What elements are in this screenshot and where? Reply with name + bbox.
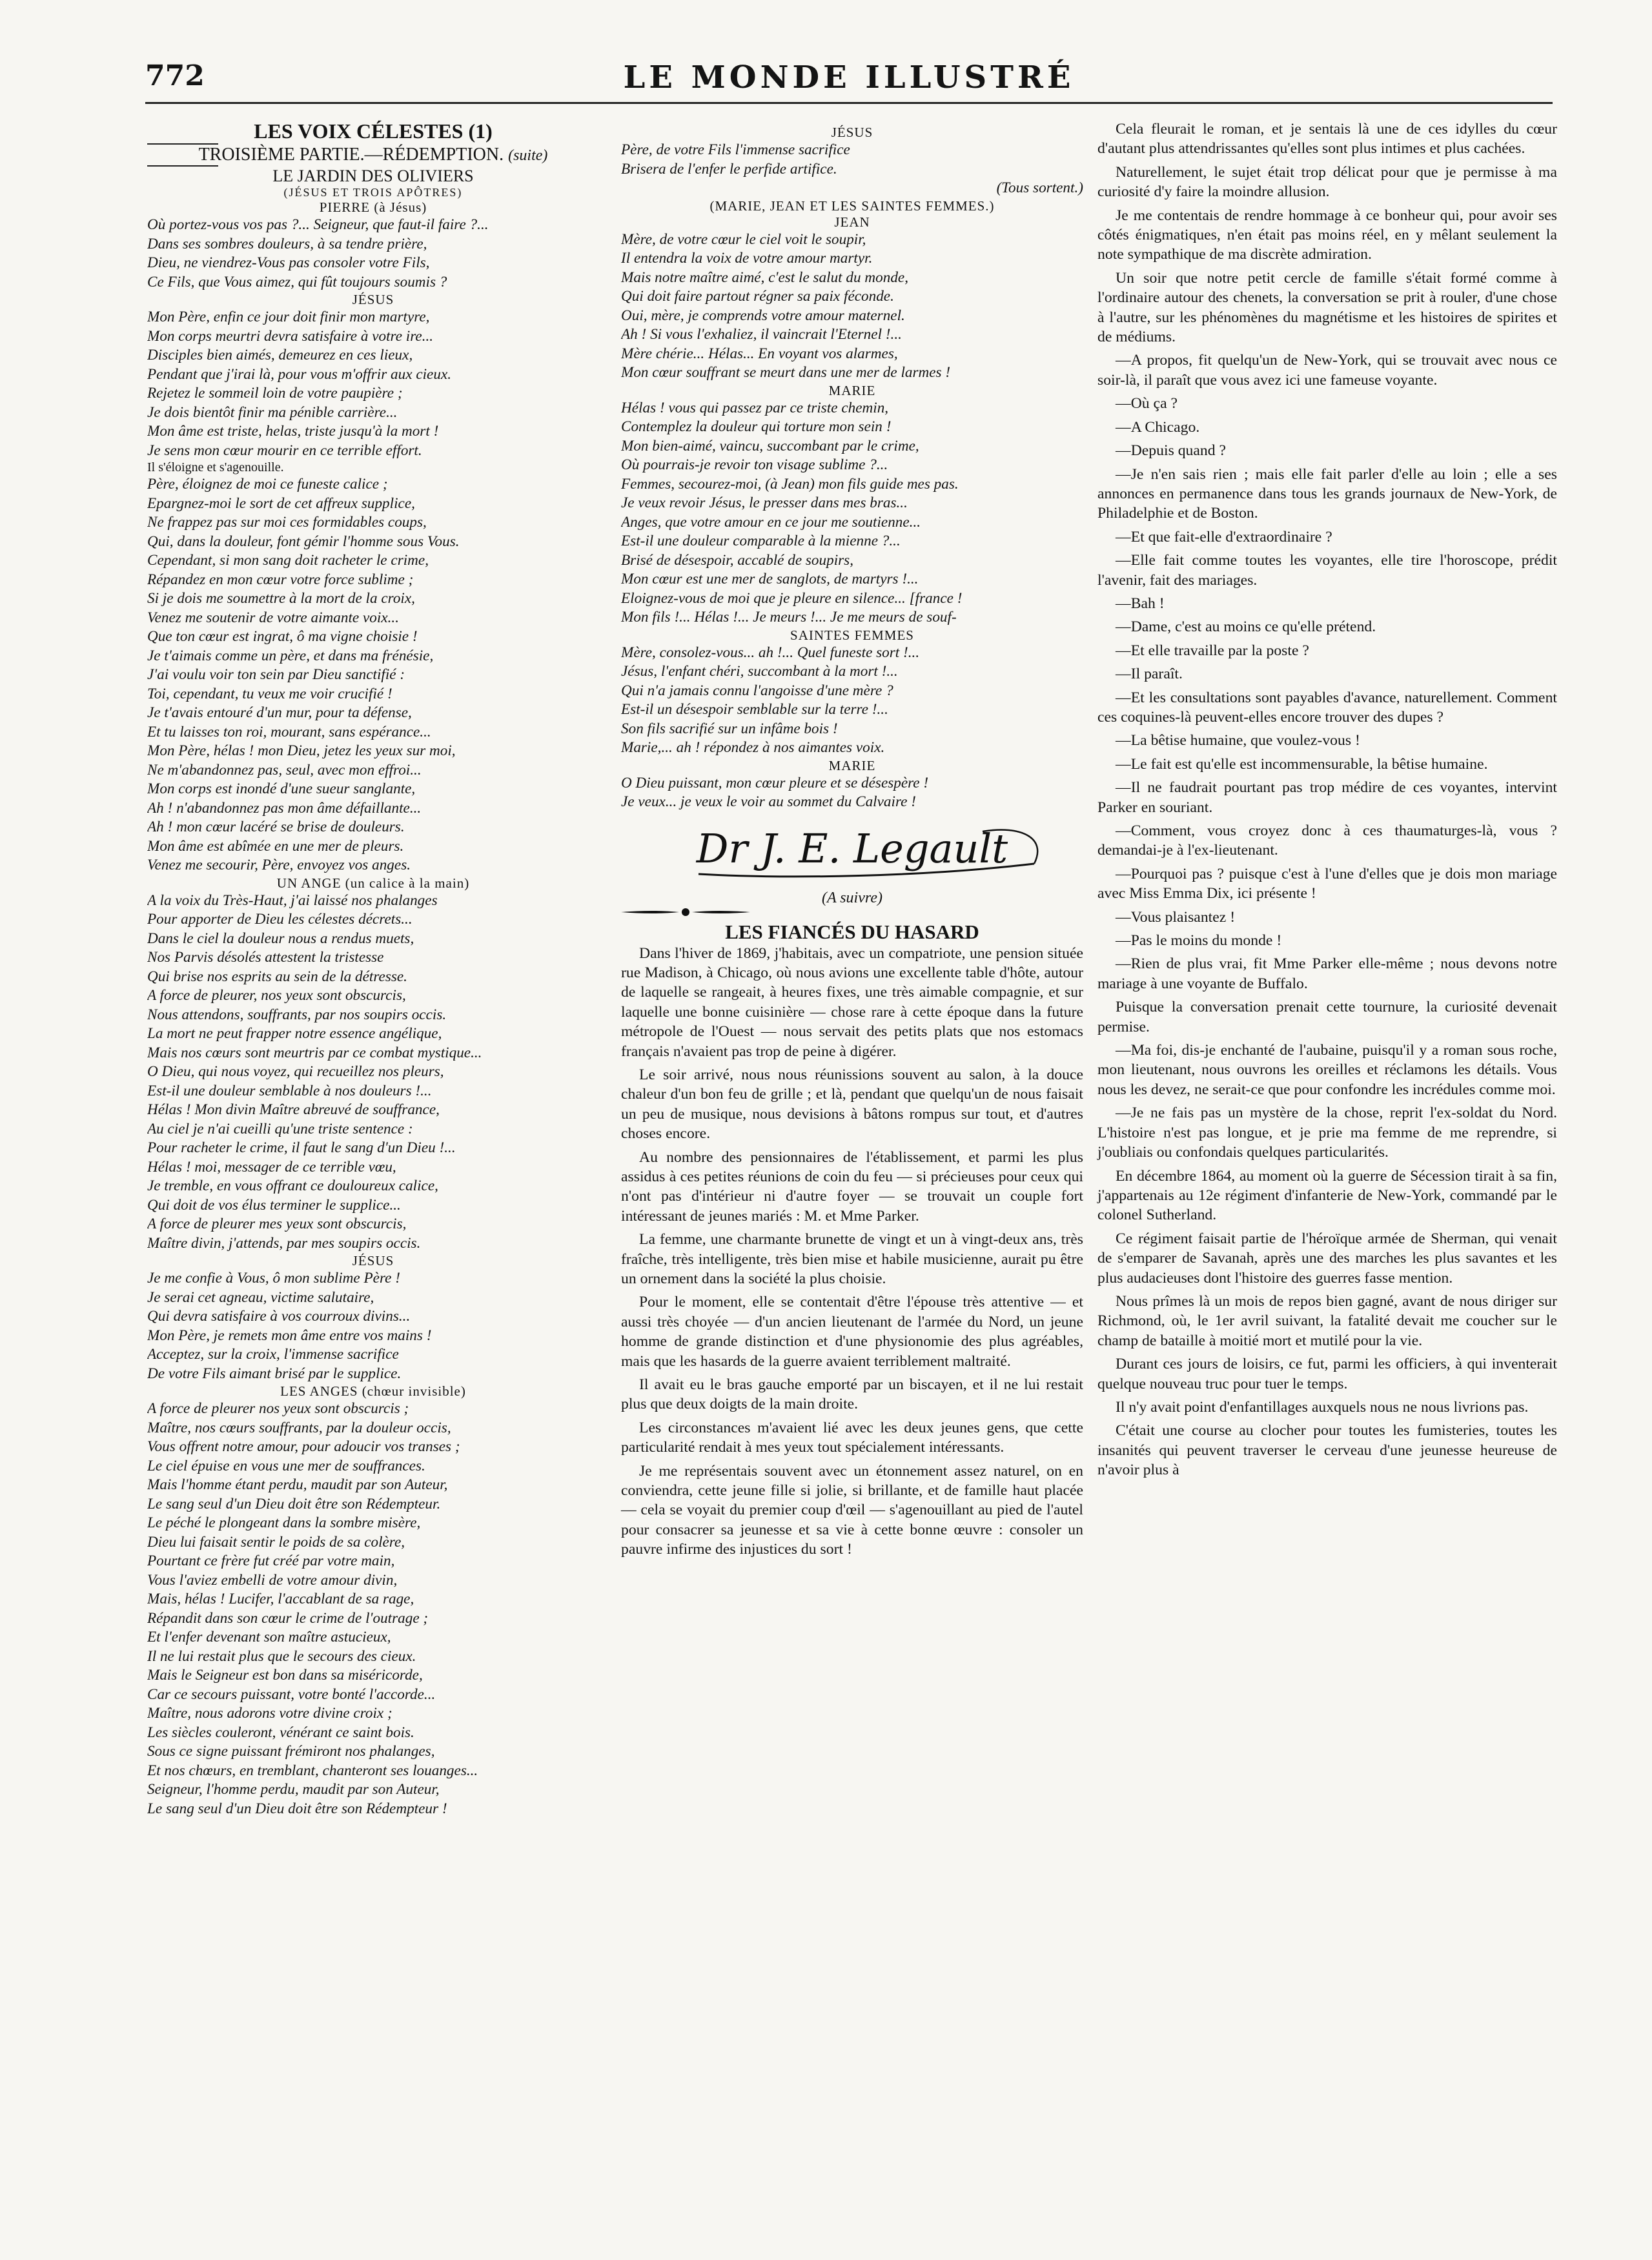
story-paragraph: —Le fait est qu'elle est incommensurable, la bêtise humaine.: [1116, 755, 1488, 773]
verse-line: Si je dois me soumettre à la mort de la croix,: [147, 590, 415, 607]
verse-line: Maître, nous adorons votre divine croix ;: [147, 1705, 393, 1722]
scene-title: LE JARDIN DES OLIVIERS: [272, 167, 474, 185]
verse-line: Pourtant ce frère fut créé par votre main,: [147, 1552, 395, 1569]
verse-line: Je t'avais entouré d'un mur, pour ta défense,: [147, 704, 412, 721]
verse-line: Mon fils !... Hélas !... Je meurs !... Je me meurs de souf-: [621, 609, 957, 626]
verse-line: Son fils sacrifié sur un infâme bois !: [621, 720, 838, 737]
verse-line: Le péché le plongeant dans la sombre misère,: [147, 1514, 421, 1531]
verse-line: O Dieu puissant, mon cœur pleure et se désespère !: [621, 774, 929, 791]
page-header: [145, 57, 1553, 104]
story-paragraph: —Je n'en sais rien ; mais elle fait parler d'elle au loin ; elle a ses annonces en permanence dans tous les grands journaux de New-York, de Philadelphie et de Boston.: [1097, 465, 1557, 522]
verse-line: Rejetez le sommeil loin de votre paupière ;: [147, 385, 403, 402]
column-3: [1097, 119, 1557, 1484]
verse-line: Je t'aimais comme un père, et dans ma frénésie,: [147, 647, 434, 664]
verse-line: Dieu, ne viendrez-Vous pas consoler votre Fils,: [147, 254, 430, 271]
speaker: LES ANGES (chœur invisible): [280, 1383, 466, 1399]
verse-line: Contemplez la douleur qui torture mon sein !: [621, 418, 892, 435]
verse: [147, 216, 599, 292]
verse-line: Père, de votre Fils l'immense sacrifice: [621, 141, 850, 158]
verse-line: Mais notre maître aimé, c'est le salut du monde,: [621, 269, 909, 286]
verse-line: Mais, hélas ! Lucifer, l'accablant de sa rage,: [147, 1591, 414, 1607]
story-paragraph: —Depuis quand ?: [1116, 442, 1227, 460]
verse-line: Et tu laisses ton roi, mourant, sans espérance...: [147, 723, 431, 740]
verse-line: Mon âme est triste, helas, triste jusqu'à la mort !: [147, 423, 439, 440]
stage-direction: Il s'éloigne et s'agenouille.: [147, 460, 284, 474]
story-paragraph: Puisque la conversation prenait cette tournure, la curiosité devenait permise.: [1097, 999, 1557, 1035]
verse-line: Mon cœur souffrant se meurt dans une mer de larmes !: [621, 364, 951, 381]
stage-direction: (MARIE, JEAN ET LES SAINTES FEMMES.): [709, 198, 995, 214]
story-paragraph: Naturellement, le sujet était trop délicat pour que je permisse à ma curiosité d'y faire la moindre allusion.: [1097, 163, 1557, 201]
verse-line: Mère chérie... Hélas... En voyant vos alarmes,: [621, 345, 898, 362]
verse-line: Je sens mon cœur mourir en ce terrible effort.: [147, 442, 422, 459]
verse-line: Mère, de votre cœur le ciel voit le soupir,: [621, 230, 866, 248]
column-1: [147, 119, 599, 1818]
story-text-continued: [1097, 119, 1557, 1480]
story-paragraph: —Rien de plus vrai, fit Mme Parker elle-même ; nous devons notre mariage à une voyante de Buffalo.: [1097, 955, 1557, 992]
verse-line: Père, éloignez de moi ce funeste calice ;: [147, 476, 388, 493]
verse-line: Et nos chœurs, en tremblant, chanteront ses louanges...: [147, 1762, 478, 1779]
verse-line: Ah ! n'abandonnez pas mon âme défaillante...: [147, 799, 422, 817]
speaker: MARIE: [828, 382, 876, 398]
story-paragraph: C'était une course au clocher pour toutes les fumisteries, toutes les insanités qui peuvent traverser le cerveau d'une jeunesse heureuse de n'avoir plus à: [1097, 1422, 1557, 1479]
verse-line: Le ciel épuise en vous une mer de souffrances.: [147, 1457, 425, 1474]
verse-line: Pendant que j'irai là, pour vous m'offrir aux cieux.: [147, 365, 452, 383]
verse-line: Pour apporter de Dieu les célestes décrets...: [147, 911, 413, 928]
signature-drawing: [621, 812, 1083, 890]
exit-direction: (Tous sortent.): [996, 179, 1083, 196]
part-label: TROISIÈME PARTIE.—RÉDEMPTION.: [198, 145, 504, 165]
verse-line: Répandez en mon cœur votre force sublime ;: [147, 571, 414, 588]
story-paragraph: —Ma foi, dis-je enchanté de l'aubaine, puisqu'il y a roman sous roche, mon lieutenant, nous ouvrons les oreilles et réclamons les détails. Vous nous les devez, ne serait-ce que pour confondre les incrédules comme moi.: [1097, 1042, 1557, 1098]
story-paragraph: Nous prîmes là un mois de repos bien gagné, avant de nous diriger sur Richmond, où, le 1er avril suivant, la fatalité devait me coucher sur le champ de bataille à moitié mort et mutilé pour la vie.: [1097, 1292, 1557, 1349]
verse-line: Seigneur, l'homme perdu, maudit par son Auteur,: [147, 1781, 440, 1798]
story-paragraph: —Et elle travaille par la poste ?: [1116, 642, 1309, 659]
verse-line: Je me confie à Vous, ô mon sublime Père !: [147, 1270, 400, 1287]
verse-line: Venez me soutenir de votre aimante voix...: [147, 609, 399, 626]
verse: [621, 644, 1083, 758]
verse-line: Brisera de l'enfer le perfide artifice.: [621, 160, 837, 178]
verse-line: Car ce secours puissant, votre bonté l'accorde...: [147, 1685, 436, 1703]
verse-line: Sous ce signe puissant frémiront nos phalanges,: [147, 1743, 435, 1760]
to-be-continued: (A suivre): [822, 889, 882, 906]
verse-line: Mon bien-aimé, vaincu, succombant par le crime,: [621, 437, 919, 454]
verse: [621, 399, 1083, 627]
verse-line: A la voix du Très-Haut, j'ai laissé nos phalanges: [147, 891, 438, 909]
story-paragraph: Je me représentais souvent avec un étonnement assez naturel, on en conviendra, cette jeune fille si jolie, si brillante, et de famille haut placée — cela se voyait du premier coup d'œil — s'agenouillant au pied de l'autel pour consacrer sa jeunesse et sa vie à cette bonne œuvre : consoler un pauvre infirme des injustices du sort !: [621, 1462, 1083, 1558]
verse-line: Qui, dans la douleur, font gémir l'homme sous Vous.: [147, 533, 460, 550]
scene-cast: (JÉSUS ET TROIS APÔTRES): [283, 186, 463, 199]
verse-line: Est-il une douleur semblable à nos douleurs !...: [147, 1082, 432, 1099]
verse-line: Brisé de désespoir, accablé de soupirs,: [621, 551, 853, 569]
verse-line: Ne m'abandonnez pas, seul, avec mon effroi...: [147, 761, 422, 779]
verse-line: Ah ! mon cœur lacéré se brise de douleurs.: [147, 819, 405, 835]
verse-line: Les siècles couleront, vénérant ce saint bois.: [147, 1724, 414, 1741]
verse-line: Mon Père, je remets mon âme entre vos mains !: [147, 1327, 432, 1344]
story-paragraph: La femme, une charmante brunette de vingt et un à vingt-deux ans, très fraîche, très intelligente, très bien mise et habile musicienne, aurait pu être un ornement dans la société la plus choisie.: [621, 1231, 1083, 1287]
verse-line: Répandit dans son cœur le crime de l'outrage ;: [147, 1609, 429, 1627]
story-paragraph: Ce régiment faisait partie de l'héroïque armée de Sherman, qui venait de s'emparer de Savanah, après une des marches les plus savantes et les plus audacieuses dont l'histoire des guerres fasse mention.: [1097, 1230, 1557, 1287]
story-paragraph: Cela fleurait le roman, et je sentais là une de ces idylles du cœur d'autant plus attendrissantes qu'elles sont plus intimes et plus cachées.: [1097, 121, 1557, 158]
story-paragraph: —Où ça ?: [1116, 395, 1178, 412]
story-paragraph: Il avait eu le bras gauche emporté par un biscayen, et il ne lui restait plus que deux doigts de la main droite.: [621, 1376, 1083, 1413]
poem-part: [147, 145, 599, 165]
story-paragraph: —Comment, vous croyez donc à ces thaumaturges-là, vous ? demandai-je à l'ex-lieutenant.: [1097, 822, 1557, 859]
verse-line: A force de pleurer nos yeux sont obscurcis ;: [147, 1400, 409, 1417]
verse-line: Jésus, l'enfant chéri, succombant à la mort !...: [621, 663, 898, 680]
story-paragraph: —Pas le moins du monde !: [1116, 932, 1282, 950]
verse-line: Epargnez-moi le sort de cet affreux supplice,: [147, 494, 415, 512]
verse-line: A force de pleurer mes yeux sont obscurcis,: [147, 1216, 407, 1232]
verse-line: Je serai cet agneau, victime salutaire,: [147, 1288, 374, 1306]
verse-line: Le sang seul d'un Dieu doit être son Rédempteur.: [147, 1495, 441, 1512]
story-paragraph: —Vous plaisantez !: [1116, 908, 1236, 926]
story-text: [621, 944, 1083, 1560]
verse-line: Mon Père, enfin ce jour doit finir mon martyre,: [147, 309, 430, 325]
verse-line: Mais l'homme étant perdu, maudit par son Auteur,: [147, 1476, 448, 1493]
verse-line: Mon corps meurtri devra satisfaire à votre ire...: [147, 327, 434, 345]
story-paragraph: —La bêtise humaine, que voulez-vous !: [1116, 732, 1360, 749]
verse-line: Toi, cependant, tu veux me voir crucifié !: [147, 685, 393, 702]
story-paragraph: Pour le moment, elle se contentait d'être l'épouse très attentive — et aussi très choyée — d'un ancien lieutenant de l'armée du Nord, un jeune homme de grande distinction et d'une physionomie des plus agréables, mais que les hasards de la guerre avaient terriblement maltraité.: [621, 1294, 1083, 1370]
verse-line: Dans le ciel la douleur nous a rendus muets,: [147, 930, 414, 947]
story-paragraph: Durant ces jours de loisirs, ce fut, parmi les officiers, à qui inventerait quelque nouveau truc pour tuer le temps.: [1097, 1356, 1557, 1392]
verse-line: Qui doit de vos élus terminer le supplice...: [147, 1196, 401, 1214]
story-paragraph: —Elle fait comme toutes les voyantes, elle tire l'horoscope, prédit l'avenir, fait des mariages.: [1097, 552, 1557, 589]
verse: [147, 308, 599, 460]
page-number: 772: [145, 59, 205, 92]
verse-line: Maître, nos cœurs souffrants, par la douleur occis,: [147, 1419, 451, 1436]
verse-line: Où pourrais-je revoir ton visage sublime ?...: [621, 456, 888, 473]
story-paragraph: Les circonstances m'avaient lié avec les deux jeunes gens, que cette particularité rendait à mes yeux tout spécialement intéressants.: [621, 1419, 1083, 1456]
verse-line: Je dois bientôt finir ma pénible carrière...: [147, 403, 398, 421]
story-paragraph: Je me contentais de rendre hommage à ce bonheur qui, pour avoir ses côtés énigmatiques, n'en était pas moins réel, en y mêlant seulement la note sympathique de ma discrète admiration.: [1097, 207, 1557, 263]
verse-line: Dans ses sombres douleurs, à sa tendre prière,: [147, 235, 427, 252]
verse-line: O Dieu, qui nous voyez, qui recueillez nos pleurs,: [147, 1063, 444, 1080]
verse-line: Oui, mère, je comprends votre amour maternel.: [621, 307, 905, 324]
verse-line: Eloignez-vous de moi que je pleure en silence... [france !: [621, 589, 963, 607]
column-2: [621, 119, 1083, 1563]
speaker: JEAN: [834, 214, 870, 230]
signature-text: Dr J. E. Legault: [696, 824, 1008, 872]
verse-line: Ah ! Si vous l'exhaliez, il vaincrait l'Eternel !...: [621, 326, 902, 343]
part-suite: (suite): [508, 147, 548, 164]
verse: [621, 141, 1083, 179]
verse-line: Acceptez, sur la croix, l'immense sacrifice: [147, 1346, 399, 1363]
story-paragraph: En décembre 1864, au moment où la guerre de Sécession tirait à sa fin, j'appartenais au 12e régiment d'infanterie de New-York, commandé par le colonel Sutherland.: [1097, 1167, 1557, 1224]
verse-line: Cependant, si mon sang doit racheter le crime,: [147, 552, 429, 569]
verse-line: Maître divin, j'attends, par mes soupirs occis.: [147, 1234, 421, 1252]
story-paragraph: Il n'y avait point d'enfantillages auxquels nous ne nous livrions pas.: [1116, 1398, 1529, 1416]
ornament-divider: [621, 907, 750, 921]
verse-line: Marie,... ah ! répondez à nos aimantes voix.: [621, 739, 885, 756]
verse-line: Où portez-vous vos pas ?... Seigneur, que faut-il faire ?...: [147, 216, 489, 233]
verse-line: Il entendra la voix de votre amour martyr.: [621, 250, 873, 267]
speaker: JÉSUS: [352, 292, 394, 307]
verse-line: Il ne lui restait plus que le secours des cieux.: [147, 1647, 416, 1665]
story-paragraph: —Dame, c'est au moins ce qu'elle prétend.: [1116, 618, 1376, 636]
verse-line: Qui devra satisfaire à vos courroux divins...: [147, 1308, 411, 1325]
verse-line: Est-il une douleur comparable à la mienne ?...: [621, 533, 901, 549]
verse-line: Nous attendons, souffrants, par nos soupirs occis.: [147, 1006, 447, 1023]
verse-line: Qui n'a jamais connu l'angoisse d'une mère ?: [621, 682, 893, 699]
verse-line: Venez me secourir, Père, envoyez vos anges.: [147, 857, 411, 873]
verse: [147, 891, 599, 1254]
story-paragraph: —Et que fait-elle d'extraordinaire ?: [1116, 528, 1332, 545]
story-paragraph: Dans l'hiver de 1869, j'habitais, avec un compatriote, une pension située rue Madison, à Chicago, où nous avions une excellente table d'hôte, autour de laquelle se rangeait, à heures fixes, une très aimable compagnie, et sur laquelle une bonne cuisinière — chose rare à cette époque dans la future métropole de l'Ouest — nous servait des petits plats que nos estomacs français n'avaient pas trop de peine à digérer.: [621, 944, 1083, 1060]
verse-line: Au ciel je n'ai cueilli qu'une triste sentence :: [147, 1120, 413, 1137]
verse: [147, 1400, 599, 1818]
verse-line: Ce Fils, que Vous aimez, qui fût toujours soumis ?: [147, 273, 447, 290]
verse-line: Mon Père, hélas ! mon Dieu, jetez les yeux sur moi,: [147, 742, 456, 759]
verse-line: Qui brise nos esprits au sein de la détresse.: [147, 968, 407, 985]
speaker: JÉSUS: [352, 1253, 394, 1268]
poem-title: LES VOIX CÉLESTES (1): [254, 119, 493, 143]
verse-line: Nos Parvis désolés attestent la tristesse: [147, 949, 384, 966]
verse-line: Femmes, secourez-moi, (à Jean) mon fils guide mes pas.: [621, 475, 959, 493]
verse-line: La mort ne peut frapper notre essence angélique,: [147, 1025, 442, 1042]
verse-line: Mais le Seigneur est bon dans sa miséricorde,: [147, 1667, 423, 1684]
verse-line: Disciples bien aimés, demeurez en ces lieux,: [147, 347, 413, 363]
verse-line: Qui doit faire partout régner sa paix féconde.: [621, 288, 894, 305]
verse-line: Que ton cœur est ingrat, ô ma vigne choisie !: [147, 628, 418, 645]
story-paragraph: —Pourquoi pas ? puisque c'est à l'une d'elles que je dois mon mariage avec Miss Emma Dix, ici présente !: [1097, 865, 1557, 902]
verse-line: Mon corps est inondé d'une sueur sanglante,: [147, 780, 416, 797]
story-title: LES FIANCÉS DU HASARD: [725, 920, 979, 943]
verse-line: Hélas ! vous qui passez par ce triste chemin,: [621, 399, 889, 416]
verse-line: Hélas ! moi, messager de ce terrible vœu,: [147, 1158, 396, 1176]
verse-line: Je veux revoir Jésus, le presser dans mes bras...: [621, 494, 908, 511]
speaker: SAINTES FEMMES: [790, 627, 914, 643]
verse-line: Je tremble, en vous offrant ce douloureux calice,: [147, 1177, 438, 1194]
verse: [147, 1269, 599, 1383]
verse-line: Vous l'aviez embelli de votre amour divin,: [147, 1571, 398, 1589]
story-paragraph: —Et les consultations sont payables d'avance, naturellement. Comment ces coquines-là peuvent-elles encore trouver des dupes ?: [1097, 689, 1557, 726]
verse-line: Vous offrent notre amour, pour adoucir vos transes ;: [147, 1438, 460, 1455]
verse-line: Le sang seul d'un Dieu doit être son Rédempteur !: [147, 1800, 447, 1817]
speaker: UN ANGE (un calice à la main): [276, 875, 470, 891]
verse-line: J'ai voulu voir ton sein par Dieu sanctifié :: [147, 666, 405, 683]
verse-line: Je veux... je veux le voir au sommet du Calvaire !: [621, 793, 916, 810]
speaker: JÉSUS: [831, 125, 873, 140]
verse-line: Dieu lui faisait sentir le poids de sa colère,: [147, 1533, 405, 1551]
story-paragraph: —A propos, fit quelqu'un de New-York, qui se trouvait avec nous ce soir-là, il paraît que vous avez ici une fameuse voyante.: [1097, 352, 1557, 389]
story-paragraph: Au nombre des pensionnaires de l'établissement, et parmi les plus assidus à ces petites réunions de coin du feu — si précieuses pour ceux qui n'ont pas d'intérieur ni d'autre foyer — se trouvait un couple fort intéressant de jeunes mariés : M. et Mme Parker.: [621, 1148, 1083, 1225]
story-paragraph: Un soir que notre petit cercle de famille s'était formé comme à l'ordinaire autour des chenets, la conversation se prit à rouler, d'une chose à l'autre, sur les phénomènes du magnétisme et les histoires de spirites et de médiums.: [1097, 269, 1557, 346]
verse-line: Hélas ! Mon divin Maître abreuvé de souffrance,: [147, 1101, 440, 1118]
verse-line: Et l'enfer devenant son maître astucieux,: [147, 1629, 391, 1645]
verse: [621, 774, 1083, 812]
verse-line: Mon cœur est une mer de sanglots, de martyrs !...: [621, 571, 919, 587]
verse: [147, 475, 599, 875]
verse-line: Ne frappez pas sur moi ces formidables coups,: [147, 514, 427, 531]
verse: [621, 230, 1083, 383]
story-paragraph: —Bah !: [1116, 595, 1165, 612]
verse-line: Mère, consolez-vous... ah !... Quel funeste sort !...: [621, 644, 920, 661]
verse-line: Pour racheter le crime, il faut le sang d'un Dieu !...: [147, 1139, 456, 1156]
signature: [621, 812, 1083, 890]
verse-line: A force de pleurer, nos yeux sont obscurcis,: [147, 987, 406, 1004]
verse-line: Mon âme est abîmée en une mer de pleurs.: [147, 837, 404, 855]
story-paragraph: —Je ne fais pas un mystère de la chose, reprit l'ex-soldat du Nord. L'histoire n'est pas longue, et je prie ma femme de me reprendre, si j'oubliais ou confondais quelques particularités.: [1097, 1105, 1557, 1161]
story-paragraph: —A Chicago.: [1116, 418, 1200, 436]
verse-line: Anges, que votre amour en ce jour me soutienne...: [621, 513, 921, 531]
speaker: PIERRE (à Jésus): [319, 199, 427, 215]
story-paragraph: Le soir arrivé, nous nous réunissions souvent au salon, à la douce chaleur d'un bon feu de grille ; et là, pendant que quelqu'un de nous faisait un peu de musique, nous devisions à bâtons rompus sur tout, et d'autres choses encore.: [621, 1066, 1083, 1143]
speaker: MARIE: [828, 757, 876, 773]
verse-line: De votre Fils aimant brisé par le supplice.: [147, 1365, 402, 1382]
verse-line: Mais nos cœurs sont meurtris par ce combat mystique...: [147, 1044, 482, 1061]
story-paragraph: —Il paraît.: [1116, 666, 1183, 683]
story-paragraph: —Il ne faudrait pourtant pas trop médire de ces voyantes, intervint Parker en souriant.: [1097, 779, 1557, 816]
verse-line: Est-il un désespoir semblable sur la terre !...: [621, 701, 888, 718]
masthead: LE MONDE ILLUSTRÉ: [623, 59, 1075, 96]
